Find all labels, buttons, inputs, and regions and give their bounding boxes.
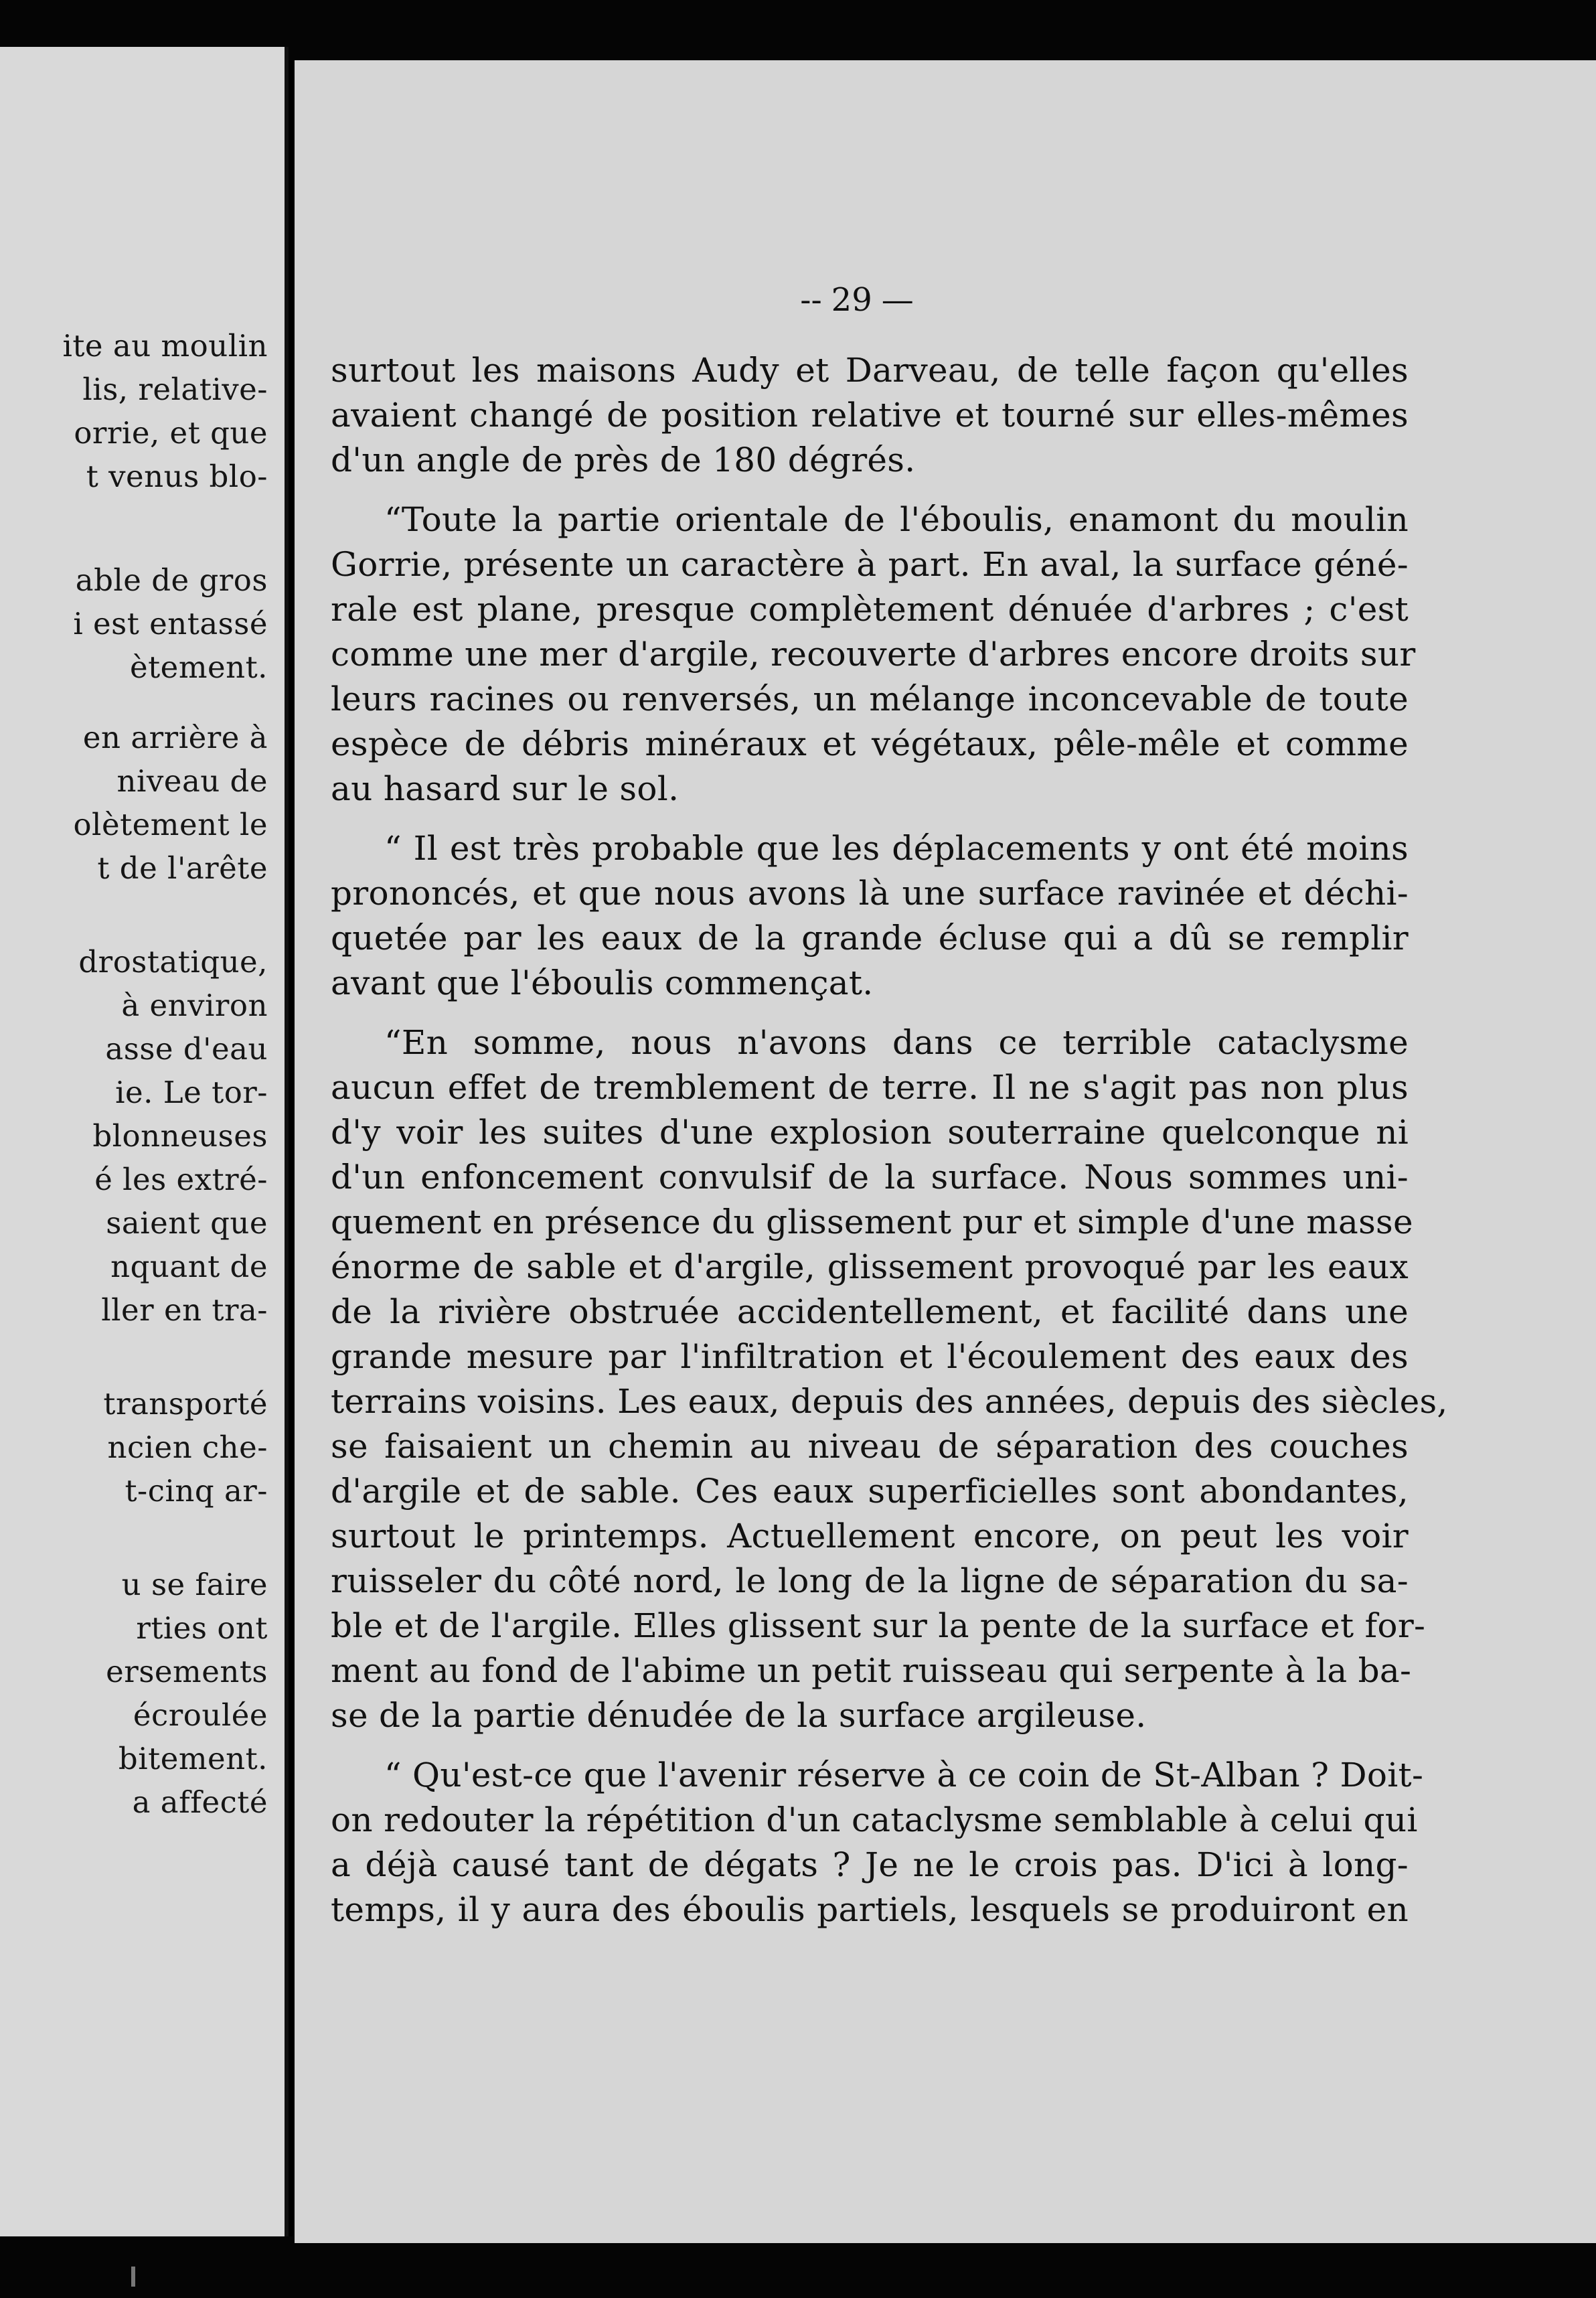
paragraph-line: se faisaient un chemin au niveau de séparation des couches [331, 1427, 1409, 1466]
paragraph-line: rale est plane, presque complètement dénuée d'arbres ; c'est [331, 590, 1409, 629]
left-page-line: olètement le [73, 807, 268, 842]
paragraph-line: au hasard sur le sol. [331, 769, 680, 808]
paragraph-line: ble et de l'argile. Elles glissent sur la pente de la surface et for- [331, 1606, 1426, 1645]
paragraph-line: quetée par les eaux de la grande écluse qui a dû se remplir [331, 919, 1409, 958]
left-page-line: able de gros [75, 562, 268, 598]
left-page-line: en arrière à [82, 720, 268, 755]
paragraph-line: “En somme, nous n'avons dans ce terrible cataclysme [384, 1023, 1409, 1062]
left-page-line: lis, relative- [82, 372, 268, 407]
left-page-line: t venus blo- [86, 459, 268, 494]
paragraph-gap [331, 483, 1409, 497]
paragraph-line: “Toute la partie orientale de l'éboulis, enamont du moulin [384, 500, 1409, 539]
paragraph-line: avaient changé de position relative et tourné sur elles-mêmes [331, 396, 1409, 435]
paragraph-line: grande mesure par l'infiltration et l'écoulement des eaux des [331, 1337, 1409, 1376]
paragraph-line: “ Qu'est-ce que l'avenir réserve à ce coin de St-Alban ? Doit- [384, 1756, 1424, 1794]
left-page-line: bitement. [118, 1741, 268, 1776]
page-number [790, 281, 924, 319]
left-page-line: é les extré- [94, 1162, 268, 1197]
left-page-line: t de l'arête [97, 850, 268, 886]
left-page-line: orrie, et que [74, 415, 268, 451]
page-number-value: 29 [831, 281, 872, 319]
left-page-line: ie. Le tor- [115, 1075, 268, 1110]
left-page-line: ètement. [129, 649, 268, 685]
left-page-line: ite au moulin [62, 328, 268, 364]
left-page-line: blonneuses [92, 1118, 268, 1154]
paragraph-line: d'un angle de près de 180 dégrés. [331, 441, 916, 479]
page-number-dash-left: -- [800, 281, 822, 319]
paragraph-line: quement en présence du glissement pur et simple d'une masse [331, 1203, 1413, 1241]
paragraph-line: terrains voisins. Les eaux, depuis des années, depuis des siècles, [331, 1382, 1448, 1421]
paragraph-line: a déjà causé tant de dégats ? Je ne le crois pas. D'ici à long- [331, 1845, 1409, 1884]
paragraph-line: prononcés, et que nous avons là une surface ravinée et déchi- [331, 874, 1409, 913]
paragraph-line: surtout les maisons Audy et Darveau, de telle façon qu'elles [331, 351, 1409, 390]
paragraph-line: ruisseler du côté nord, le long de la ligne de séparation du sa- [331, 1561, 1409, 1600]
left-page-line: transporté [103, 1386, 268, 1422]
paragraph-line: aucun effet de tremblement de terre. Il ne s'agit pas non plus [331, 1068, 1409, 1107]
left-page-line: niveau de [116, 763, 268, 799]
paragraph-line: d'un enfoncement convulsif de la surface. Nous sommes uni- [331, 1158, 1409, 1197]
paragraph-line: temps, il y aura des éboulis partiels, lesquels se produiront en [331, 1890, 1409, 1929]
body-text [331, 348, 1448, 1932]
paragraph-line: surtout le printemps. Actuellement encore, on peut les voir [331, 1517, 1409, 1555]
left-page-fragment [0, 47, 289, 2236]
paragraph-line: leurs racines ou renversés, un mélange inconcevable de toute [331, 680, 1409, 718]
paragraph-line: ment au fond de l'abime un petit ruisseau qui serpente à la ba- [331, 1651, 1412, 1690]
paragraph-line: avant que l'éboulis commençat. [331, 964, 874, 1002]
paragraph-line: d'y voir les suites d'une explosion souterraine quelconque ni [331, 1113, 1409, 1152]
left-page-line: ller en tra- [101, 1292, 268, 1328]
left-page-line: asse d'eau [105, 1031, 268, 1067]
paragraph-line: de la rivière obstruée accidentellement, et facilité dans une [331, 1292, 1409, 1331]
page-number-dash-right: — [881, 281, 914, 319]
left-page-line: drostatique, [78, 944, 268, 980]
left-page-line: i est entassé [73, 606, 268, 641]
paragraph-line: Gorrie, présente un caractère à part. En aval, la surface géné- [331, 545, 1409, 584]
paragraph-gap [331, 1006, 1409, 1020]
paragraph-line: énorme de sable et d'argile, glissement provoqué par les eaux [331, 1247, 1409, 1286]
left-page-line: nquant de [110, 1249, 268, 1284]
left-page-line: saient que [106, 1205, 268, 1241]
left-page-line: u se faire [121, 1567, 268, 1602]
left-page-line: rties ont [136, 1610, 268, 1646]
paragraph-line: d'argile et de sable. Ces eaux superficielles sont abondantes, [331, 1472, 1409, 1511]
left-page-line: a affecté [132, 1784, 268, 1820]
page-gutter [289, 60, 294, 2236]
paragraph-line: “ Il est très probable que les déplacements y ont été moins [384, 829, 1409, 868]
left-page-line: t-cinq ar- [125, 1473, 268, 1509]
paragraph-line: espèce de débris minéraux et végétaux, pêle-mêle et comme [331, 724, 1409, 763]
left-page-line: à environ [121, 988, 268, 1023]
left-page-line: ersements [106, 1654, 268, 1689]
paragraph-gap [331, 1738, 1409, 1753]
left-page-line: ncien che- [107, 1430, 268, 1465]
scan-artifact [131, 2267, 135, 2287]
paragraph-gap [331, 812, 1409, 826]
paragraph-line: on redouter la répétition d'un cataclysme semblable à celui qui [331, 1801, 1418, 1839]
left-page-line: écroulée [133, 1697, 268, 1733]
paragraph-line: se de la partie dénudée de la surface argileuse. [331, 1696, 1147, 1735]
paragraph-line: comme une mer d'argile, recouverte d'arbres encore droits sur [331, 635, 1416, 674]
